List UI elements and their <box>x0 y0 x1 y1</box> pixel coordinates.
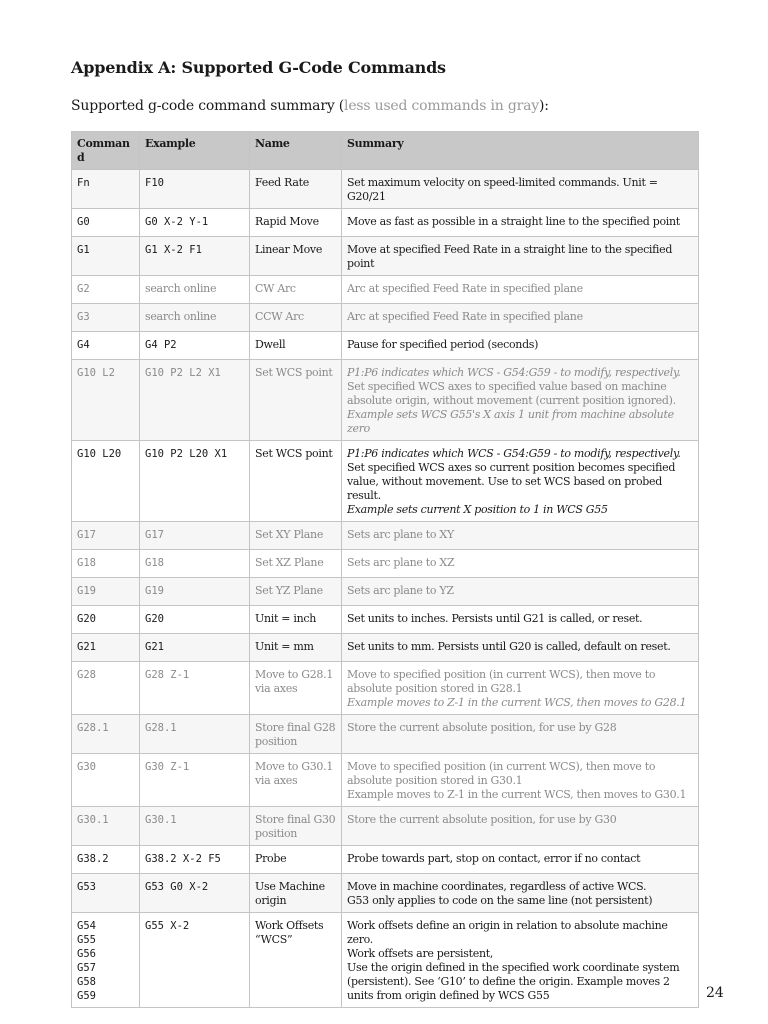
table-row <box>72 634 699 662</box>
summary-cell <box>342 662 699 715</box>
command-cell: G10 L2 <box>72 360 140 441</box>
example-cell: G28.1 <box>140 715 250 754</box>
intro-gray-note: less used commands in gray <box>344 98 539 114</box>
example-cell: G30 Z-1 <box>140 754 250 807</box>
summary-cell <box>342 276 699 304</box>
summary-line: Move as fast as possible in a straight line to the specified point <box>347 215 680 228</box>
summary-cell <box>342 304 699 332</box>
name-cell: Unit = inch <box>250 606 342 634</box>
command-cell: G38.2 <box>72 846 140 874</box>
summary-line: Probe towards part, stop on contact, error if no contact <box>347 852 641 865</box>
name-cell: Set WCS point <box>250 441 342 522</box>
table-row <box>72 807 699 846</box>
table-row <box>72 237 699 276</box>
command-cell: G18 <box>72 550 140 578</box>
table-row <box>72 550 699 578</box>
command-cell: G19 <box>72 578 140 606</box>
command-cell: G0 <box>72 209 140 237</box>
command-cell: G54 G55 G56 G57 G58 G59 <box>72 913 140 1008</box>
command-cell: G30 <box>72 754 140 807</box>
table-row <box>72 304 699 332</box>
name-cell: Set XZ Plane <box>250 550 342 578</box>
name-cell: CCW Arc <box>250 304 342 332</box>
table-row <box>72 209 699 237</box>
summary-line: Move in machine coordinates, regardless of active WCS. <box>347 880 647 893</box>
summary-line: Set units to mm. Persists until G20 is called, default on reset. <box>347 640 671 653</box>
example-cell: G53 G0 X-2 <box>140 874 250 913</box>
summary-line: Store the current absolute position, for use by G28 <box>347 721 617 734</box>
table-row <box>72 276 699 304</box>
summary-line: Pause for specified period (seconds) <box>347 338 539 351</box>
summary-line: Sets arc plane to XY <box>347 528 454 541</box>
command-cell: G28.1 <box>72 715 140 754</box>
name-cell: Move to G28.1 via axes <box>250 662 342 715</box>
summary-cell <box>342 360 699 441</box>
example-cell: F10 <box>140 170 250 209</box>
example-cell: G55 X-2 <box>140 913 250 1008</box>
summary-line: Example sets WCS G55's X axis 1 unit from machine absolute zero <box>347 408 674 435</box>
name-cell: Dwell <box>250 332 342 360</box>
table-row <box>72 522 699 550</box>
command-cell: G2 <box>72 276 140 304</box>
table-row <box>72 441 699 522</box>
command-cell: G21 <box>72 634 140 662</box>
summary-cell <box>342 715 699 754</box>
table-row <box>72 578 699 606</box>
name-cell: Use Machine origin <box>250 874 342 913</box>
table-row <box>72 662 699 715</box>
summary-line: Set maximum velocity on speed-limited commands. Unit = G20/21 <box>347 176 658 203</box>
header-summary: Summary <box>342 132 699 170</box>
table-row <box>72 846 699 874</box>
summary-cell <box>342 170 699 209</box>
name-cell: Store final G28 position <box>250 715 342 754</box>
summary-line: Move to specified position (in current WCS), then move to absolute position stored in G30.1 <box>347 760 656 787</box>
summary-line: Set units to inches. Persists until G21 is called, or reset. <box>347 612 643 625</box>
table-row <box>72 874 699 913</box>
table-row <box>72 170 699 209</box>
example-cell: G38.2 X-2 F5 <box>140 846 250 874</box>
summary-line: Work offsets are persistent, <box>347 947 494 960</box>
example-cell: G0 X-2 Y-1 <box>140 209 250 237</box>
summary-line: G53 only applies to code on the same line (not persistent) <box>347 894 653 907</box>
summary-line: P1:P6 indicates which WCS - G54:G59 - to modify, respectively. <box>347 447 681 460</box>
intro-text <box>71 98 549 114</box>
command-cell: G17 <box>72 522 140 550</box>
summary-line: Example moves to Z-1 in the current WCS, then moves to G30.1 <box>347 788 687 801</box>
intro-lead: Supported g-code command summary ( <box>71 98 345 114</box>
summary-cell <box>342 807 699 846</box>
table-row <box>72 360 699 441</box>
table-row <box>72 754 699 807</box>
example-cell: G10 P2 L20 X1 <box>140 441 250 522</box>
example-cell: G17 <box>140 522 250 550</box>
name-cell: Linear Move <box>250 237 342 276</box>
summary-cell <box>342 209 699 237</box>
summary-cell <box>342 578 699 606</box>
command-cell: G30.1 <box>72 807 140 846</box>
summary-cell <box>342 237 699 276</box>
summary-line: Example moves to Z-1 in the current WCS, then moves to G28.1 <box>347 696 687 709</box>
summary-cell <box>342 634 699 662</box>
summary-line: Work offsets define an origin in relation to absolute machine zero. <box>347 919 668 946</box>
example-cell: G10 P2 L2 X1 <box>140 360 250 441</box>
name-cell: Feed Rate <box>250 170 342 209</box>
summary-line: Move to specified position (in current WCS), then move to absolute position stored in G28.1 <box>347 668 656 695</box>
example-cell: G1 X-2 F1 <box>140 237 250 276</box>
command-cell: G10 L20 <box>72 441 140 522</box>
header-example: Example <box>140 132 250 170</box>
example-cell: G20 <box>140 606 250 634</box>
example-cell: search online <box>140 276 250 304</box>
summary-line: Set specified WCS axes so current position becomes specified value, without movement. Use to set WCS based on probed result. <box>347 461 676 502</box>
summary-line: Arc at specified Feed Rate in specified plane <box>347 310 583 323</box>
example-cell: G4 P2 <box>140 332 250 360</box>
example-cell: search online <box>140 304 250 332</box>
summary-line: Sets arc plane to YZ <box>347 584 454 597</box>
summary-line: Use the origin defined in the specified work coordinate system (persistent). See ‘G10’ to define the origin. Example moves 2 units from origin defined by WCS G55 <box>347 961 680 1002</box>
name-cell: Set WCS point <box>250 360 342 441</box>
summary-cell <box>342 332 699 360</box>
table-row <box>72 606 699 634</box>
table-row <box>72 715 699 754</box>
intro-trail: ): <box>538 98 549 114</box>
example-cell: G21 <box>140 634 250 662</box>
command-cell: G20 <box>72 606 140 634</box>
summary-cell <box>342 754 699 807</box>
command-cell: G53 <box>72 874 140 913</box>
header-command: Command <box>72 132 140 170</box>
command-cell: G3 <box>72 304 140 332</box>
example-cell: G30.1 <box>140 807 250 846</box>
name-cell: Set XY Plane <box>250 522 342 550</box>
header-name: Name <box>250 132 342 170</box>
summary-line: Arc at specified Feed Rate in specified plane <box>347 282 583 295</box>
name-cell: Work Offsets “WCS” <box>250 913 342 1008</box>
summary-line: P1:P6 indicates which WCS - G54:G59 - to modify, respectively. <box>347 366 681 379</box>
summary-line: Example sets current X position to 1 in WCS G55 <box>347 503 608 516</box>
command-cell: Fn <box>72 170 140 209</box>
summary-line: Move at specified Feed Rate in a straight line to the specified point <box>347 243 673 270</box>
summary-cell <box>342 550 699 578</box>
summary-line: Store the current absolute position, for use by G30 <box>347 813 617 826</box>
appendix-heading: Appendix A: Supported G-Code Commands <box>71 58 446 77</box>
summary-cell <box>342 606 699 634</box>
name-cell: Move to G30.1 via axes <box>250 754 342 807</box>
name-cell: CW Arc <box>250 276 342 304</box>
name-cell: Set YZ Plane <box>250 578 342 606</box>
summary-line: Set specified WCS axes to specified value based on machine absolute origin, without movement (current position ignored). <box>347 380 676 407</box>
command-cell: G28 <box>72 662 140 715</box>
summary-cell <box>342 522 699 550</box>
name-cell: Probe <box>250 846 342 874</box>
name-cell: Rapid Move <box>250 209 342 237</box>
table-header-row <box>72 132 699 170</box>
page-number: 24 <box>706 985 724 1001</box>
example-cell: G28 Z-1 <box>140 662 250 715</box>
name-cell: Store final G30 position <box>250 807 342 846</box>
gcode-command-table <box>71 131 699 1008</box>
summary-cell <box>342 874 699 913</box>
command-cell: G1 <box>72 237 140 276</box>
command-cell: G4 <box>72 332 140 360</box>
summary-cell <box>342 441 699 522</box>
name-cell: Unit = mm <box>250 634 342 662</box>
summary-cell <box>342 913 699 1008</box>
summary-line: Sets arc plane to XZ <box>347 556 455 569</box>
example-cell: G19 <box>140 578 250 606</box>
table-row <box>72 913 699 1008</box>
summary-cell <box>342 846 699 874</box>
table-body <box>72 170 699 1008</box>
table-row <box>72 332 699 360</box>
example-cell: G18 <box>140 550 250 578</box>
